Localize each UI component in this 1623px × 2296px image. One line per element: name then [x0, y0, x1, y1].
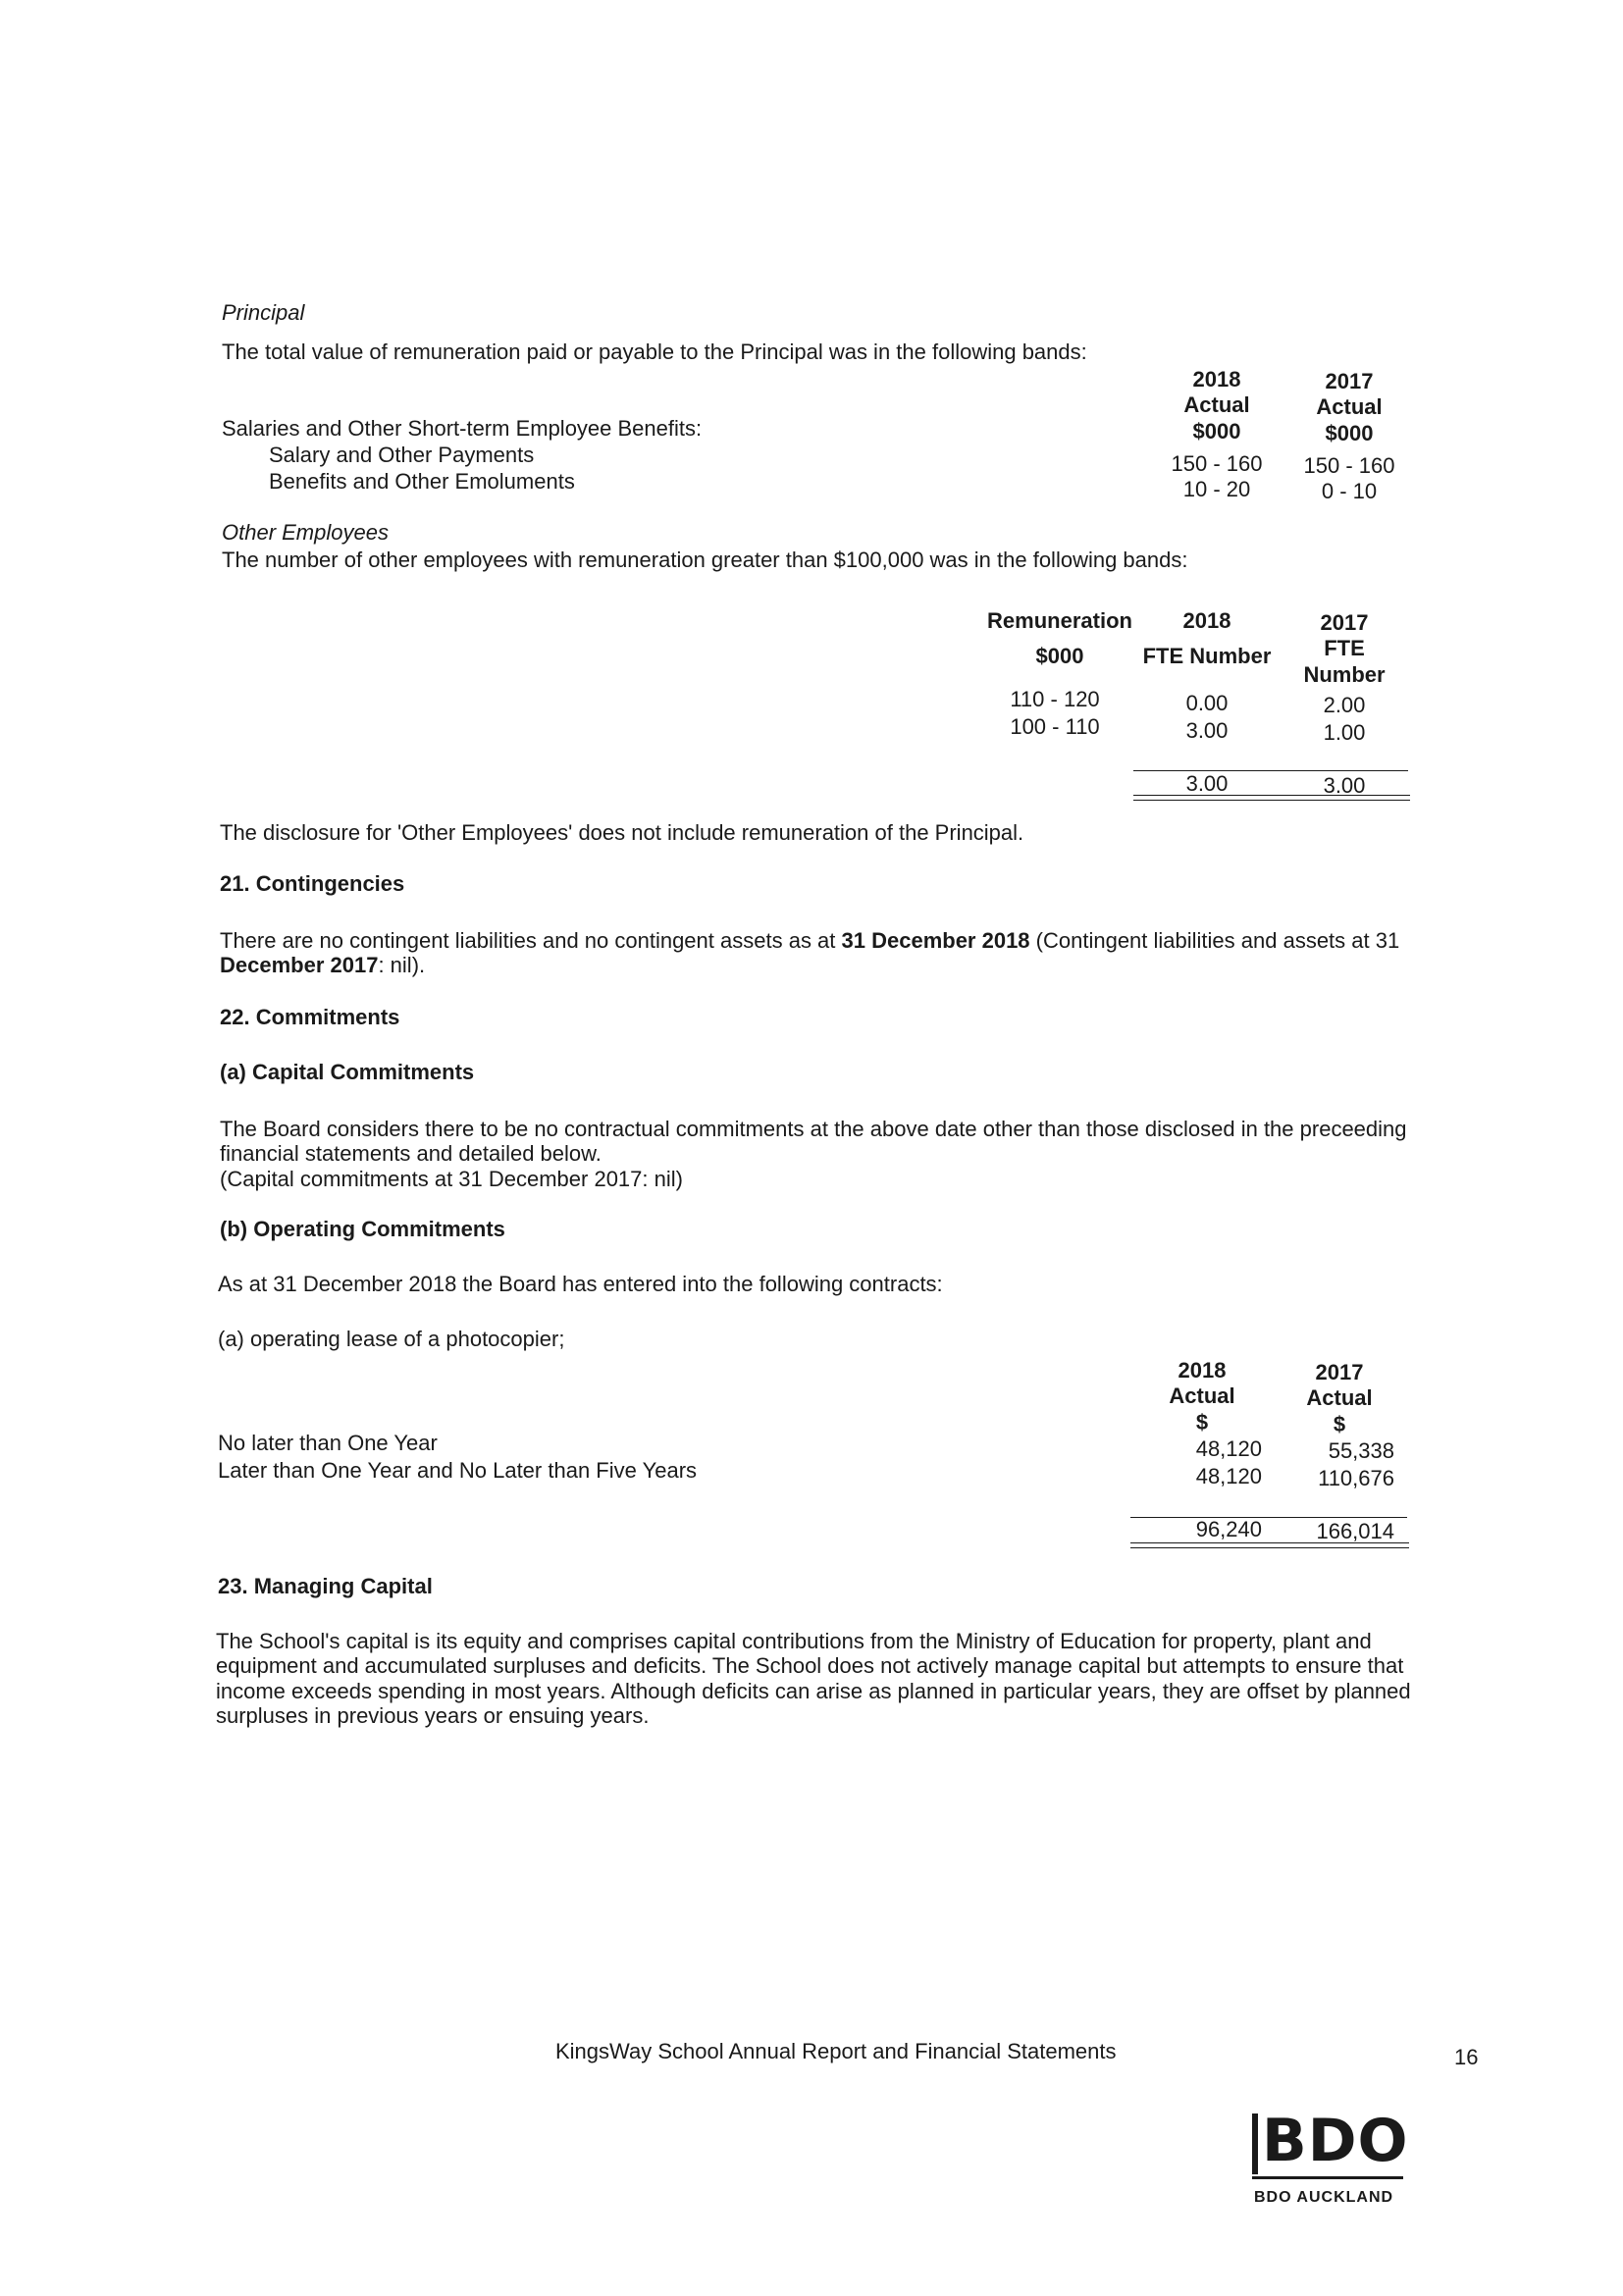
commitment-row-label: Later than One Year and No Later than Five Years	[218, 1458, 698, 1483]
other-employees-intro: The number of other employees with remuneration greater than $100,000 was in the following bands:	[222, 548, 1188, 572]
fte-2017-col-header: 2017 FTE Number	[1303, 610, 1386, 687]
contingencies-heading: 21. Contingencies	[220, 871, 405, 896]
commitment-row-label: No later than One Year	[218, 1431, 438, 1455]
operating-commitments-heading: (b) Operating Commitments	[220, 1217, 505, 1241]
commitments-col-2017: 2017 Actual $	[1306, 1360, 1373, 1436]
band-label: 100 - 110	[1010, 714, 1100, 739]
commitments-col-2018: 2018 Actual $	[1169, 1358, 1235, 1435]
managing-capital-text: The School's capital is its equity and comprises capital contributions from the Ministry of Education for property, plant and equipment and accumulated surpluses and deficits. The School does not actively manage capital but attempts to ensure that income exceeds spending in most years. Although deficits can arise as planned in particular years, they are offset by planned surpluses in previous years or ensuing years.	[216, 1629, 1411, 1728]
commitment-value-2017: 110,676	[1318, 1466, 1394, 1490]
fte-2017-value: 1.00	[1323, 720, 1366, 745]
logo-subtext: BDO AUCKLAND	[1254, 2189, 1394, 2206]
fte-2018-value: 0.00	[1185, 691, 1229, 715]
logo-text: BDO	[1262, 2107, 1409, 2175]
operating-lease-item: (a) operating lease of a photocopier;	[218, 1327, 565, 1351]
bdo-logo-icon	[1246, 2100, 1423, 2208]
principal-heading: Principal	[222, 300, 305, 325]
principal-row-value-2018: 10 - 20	[1182, 477, 1251, 501]
fte-2018-value: 3.00	[1185, 718, 1229, 743]
principal-row-value-2017: 150 - 160	[1303, 453, 1395, 478]
logo-bar	[1252, 2113, 1258, 2174]
footer-title: KingsWay School Annual Report and Financial Statements	[555, 2039, 1117, 2063]
principal-row-label: Salary and Other Payments	[269, 443, 535, 467]
fte-2017-total: 3.00	[1323, 773, 1366, 798]
commitment-value-2017: 55,338	[1328, 1438, 1394, 1463]
operating-commitments-intro: As at 31 December 2018 the Board has entered into the following contracts:	[218, 1272, 943, 1296]
other-employees-heading: Other Employees	[222, 520, 389, 545]
commitment-total-2017: 166,014	[1316, 1519, 1394, 1543]
total-double-rule	[1133, 795, 1410, 801]
principal-group-label: Salaries and Other Short-term Employee Benefits:	[222, 416, 703, 441]
capital-commitments-text: The Board considers there to be no contractual commitments at the above date other than those disclosed in the preceeding financial statements and detailed below. (Capital commitments at 31 December 2017: nil)	[220, 1117, 1407, 1191]
principal-col-2018: 2018 Actual $000	[1183, 367, 1250, 444]
principal-row-value-2017: 0 - 10	[1321, 479, 1378, 503]
total-double-rule	[1130, 1542, 1409, 1548]
remuneration-col-header: Remuneration $000	[987, 608, 1132, 669]
principal-col-2017: 2017 Actual $000	[1316, 369, 1383, 445]
logo-underline	[1252, 2176, 1403, 2179]
principal-row-label: Benefits and Other Emoluments	[269, 469, 575, 494]
band-label: 110 - 120	[1010, 687, 1100, 711]
commitments-heading: 22. Commitments	[220, 1005, 400, 1029]
other-employees-note: The disclosure for 'Other Employees' does not include remuneration of the Principal.	[220, 820, 1024, 845]
capital-commitments-heading: (a) Capital Commitments	[220, 1060, 475, 1084]
commitment-value-2018: 48,120	[1195, 1464, 1262, 1488]
managing-capital-heading: 23. Managing Capital	[218, 1574, 433, 1598]
fte-2018-total: 3.00	[1185, 771, 1229, 796]
fte-2018-col-header: 2018 FTE Number	[1142, 608, 1272, 669]
page-number: 16	[1454, 2045, 1479, 2069]
commitment-value-2018: 48,120	[1195, 1436, 1262, 1461]
fte-2017-value: 2.00	[1323, 693, 1366, 717]
principal-row-value-2018: 150 - 160	[1171, 451, 1263, 476]
commitment-total-2018: 96,240	[1195, 1517, 1262, 1541]
principal-intro: The total value of remuneration paid or payable to the Principal was in the following bands:	[222, 339, 1087, 364]
contingencies-text: There are no contingent liabilities and no contingent assets as at 31 December 2018 (Contingent liabilities and assets at 31 December 2017: nil).	[220, 928, 1400, 978]
